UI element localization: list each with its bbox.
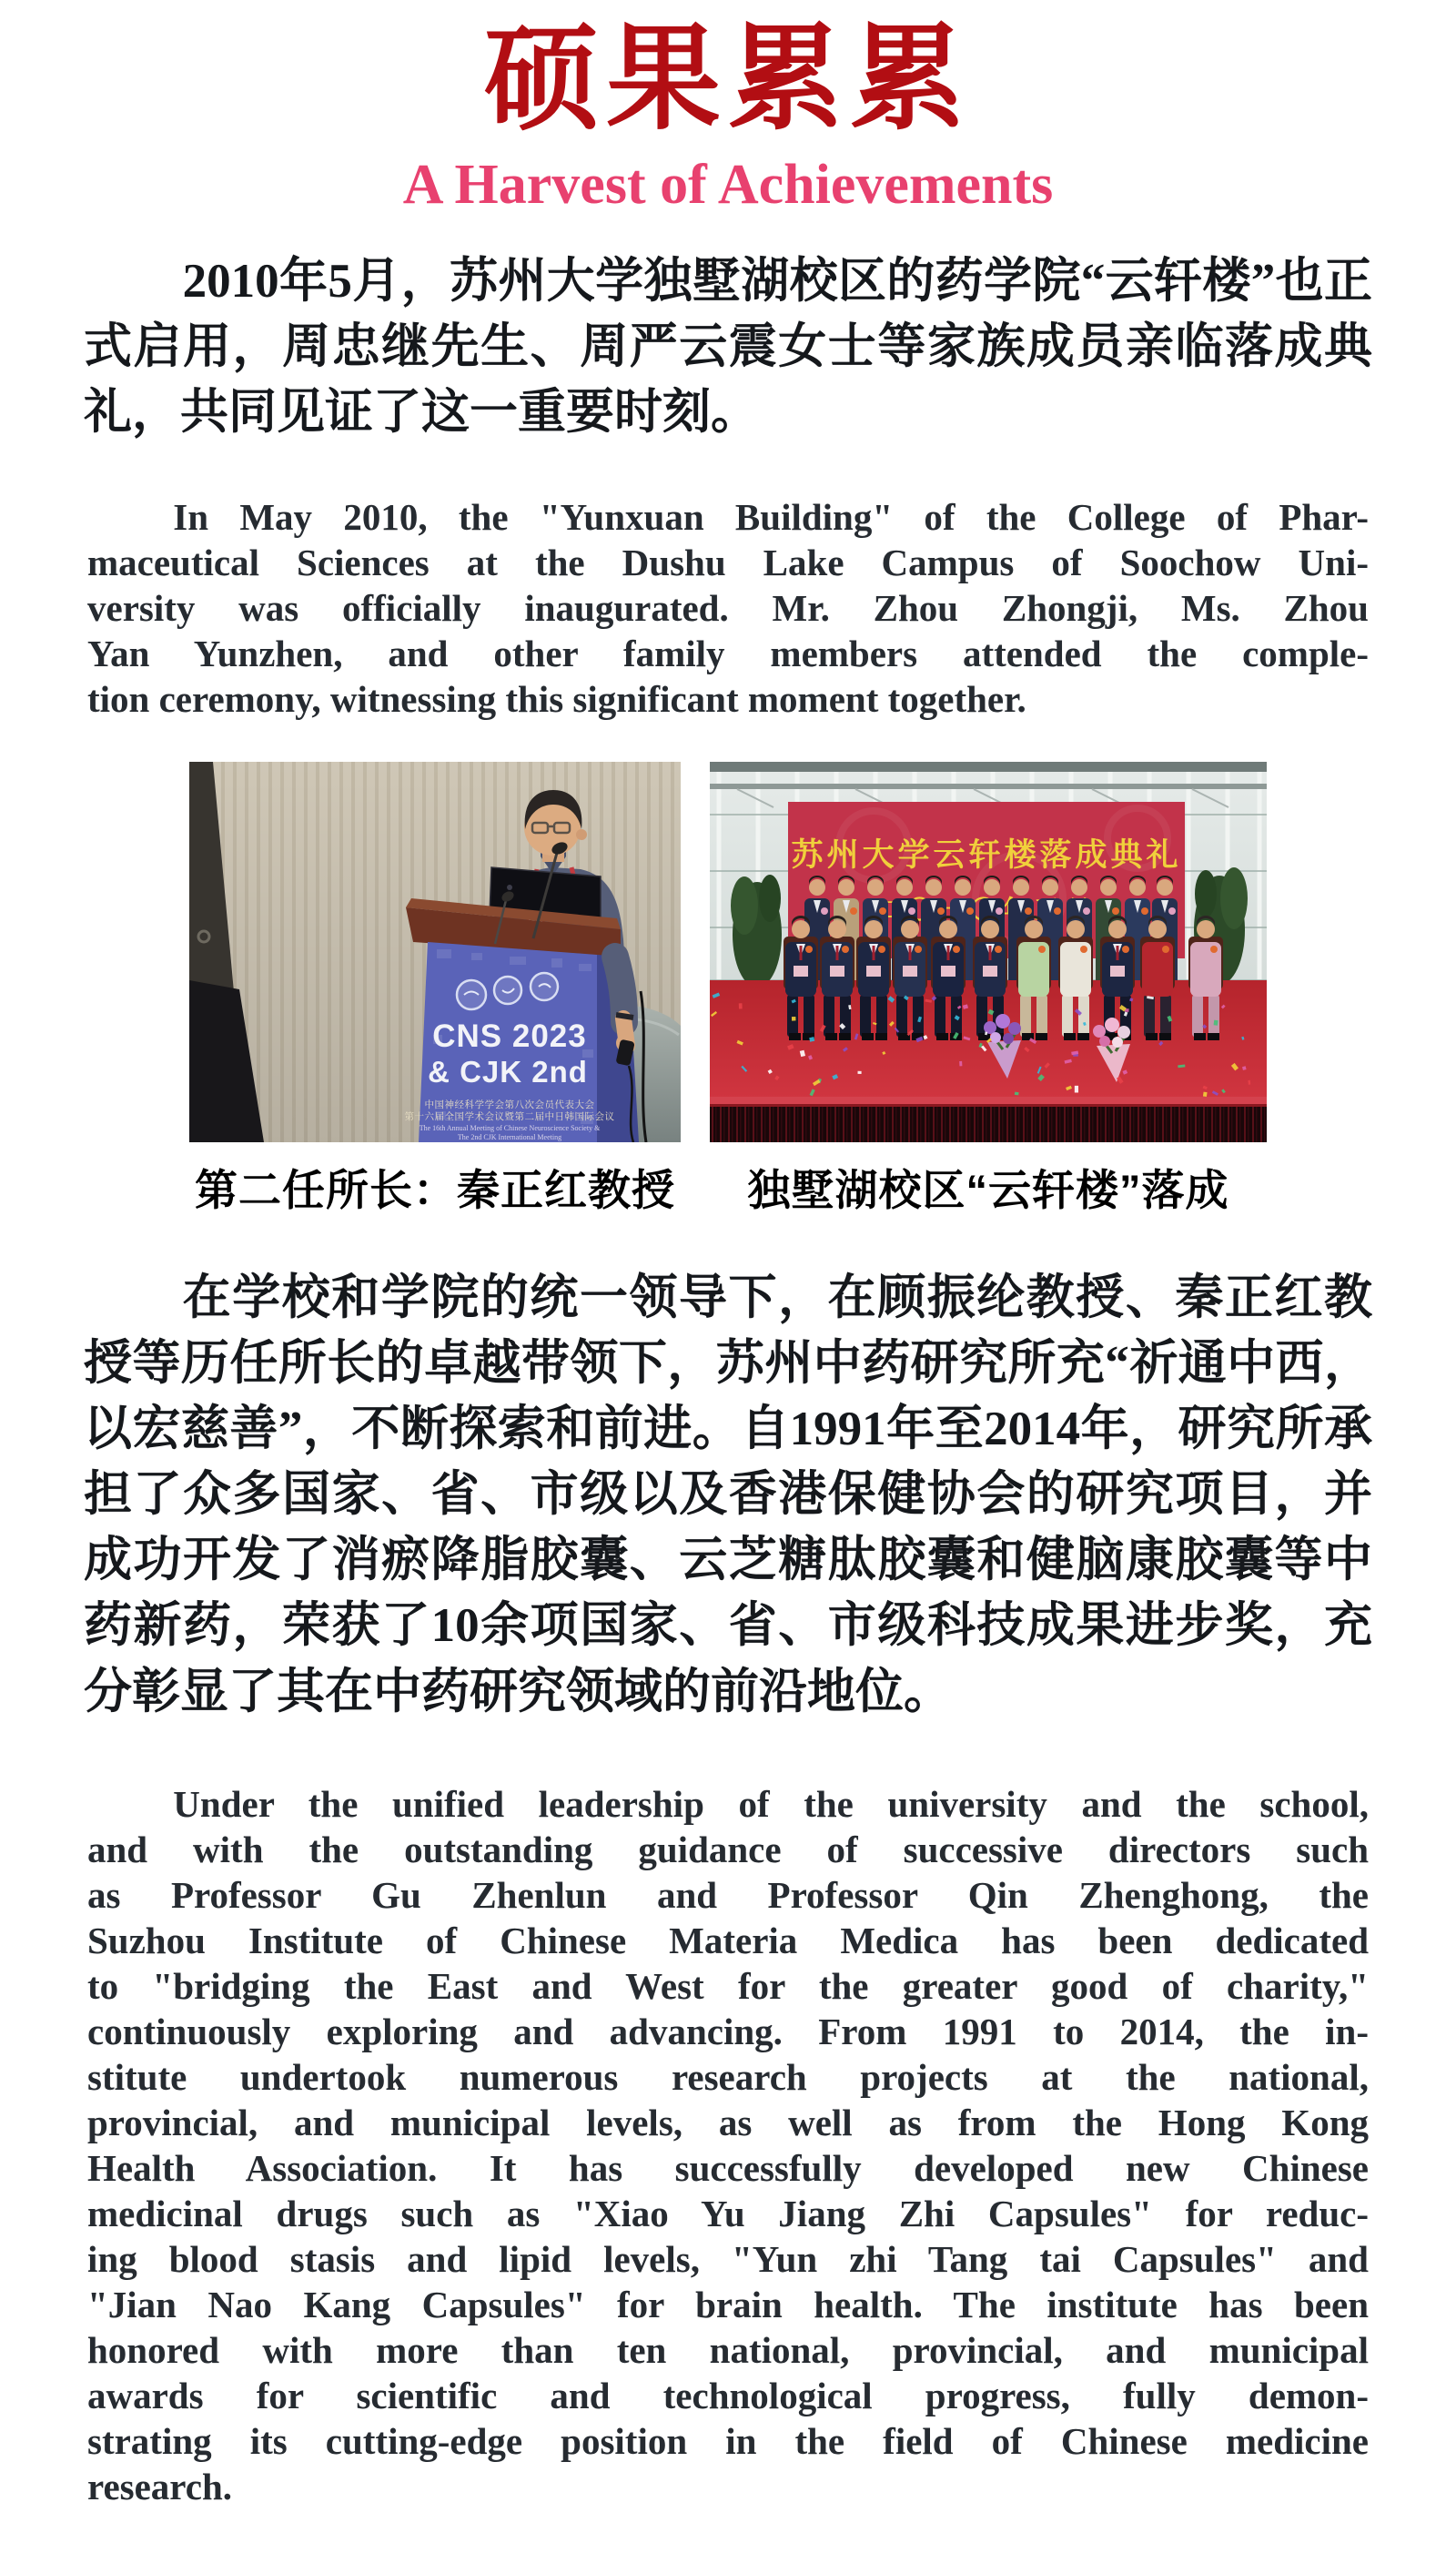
sign-subtitle-en2: The 2nd CJK International Meeting — [457, 1133, 562, 1142]
ear — [576, 829, 587, 840]
sign-subtitle-zh1: 中国神经科学学会第八次会员代表大会 — [424, 1100, 595, 1111]
text-line: Suzhou Institute of Chinese Materia Medica has been dedicated — [87, 1919, 1369, 1961]
text-line: to "bridging the East and West for the greater good of charity," — [87, 1964, 1369, 2007]
text-line: versity was officially inaugurated. Mr. Zhou Zhongji, Ms. Zhou — [87, 587, 1369, 630]
stage-edge-shadow — [710, 1104, 1267, 1107]
text-line: research. — [87, 2465, 233, 2507]
sign-subtitle-en1: The 16th Annual Meeting of Chinese Neuroscience Society & — [419, 1124, 601, 1133]
text-line: awards for scientific and technological progress, fully demon- — [87, 2374, 1369, 2416]
text-line: Under the unified leadership of the university and the school, — [173, 1782, 1369, 1825]
text-line: ing blood stasis and lipid levels, "Yun zhi Tang tai Capsules" and — [87, 2237, 1369, 2280]
photo-row — [0, 762, 1456, 1218]
caption-left: 第二任所长：秦正红教授 — [195, 1166, 675, 1215]
figure-right — [710, 762, 1267, 1218]
page-title-english: A Harvest of Achievements — [402, 153, 1054, 216]
text-line: tion ceremony, witnessing this significant moment together. — [87, 678, 1026, 721]
text-line: maceutical Sciences at the Dushu Lake Campus of Soochow Uni- — [87, 542, 1369, 584]
text-line: strating its cutting-edge position in the field of Chinese medicine — [87, 2419, 1369, 2462]
text-line: and with the outstanding guidance of successive directors such — [87, 1828, 1369, 1870]
sign-subtitle-zh2: 第十六届全国学术会议暨第二届中日韩国际会议 — [404, 1112, 615, 1123]
text-line: "Jian Nao Kang Capsules" for brain health. The institute has been — [87, 2283, 1369, 2325]
photo-yunxuan-ceremony — [710, 762, 1267, 1142]
text-line: medicinal drugs such as "Xiao Yu Jiang Zhi Capsules" for reduc- — [87, 2192, 1369, 2234]
text-line: provincial, and municipal levels, as well as from the Hong Kong — [87, 2101, 1369, 2143]
podium — [405, 898, 640, 1142]
paragraph-chinese-1: 2010年5月，苏州大学独墅湖校区的药学院“云轩楼”也正式启用，周忠继先生、周严云震女士等家族成员亲临落成典礼，共同见证了这一重要时刻。 — [84, 254, 1372, 439]
paragraph-chinese-2: 在学校和学院的统一领导下，在顾振纶教授、秦正红教授等历任所长的卓越带领下，苏州中药研究所充“祈通中西，以宏慈善”，不断探索和前进。自1991年至2014年，研究所承担了众多国家、省、市级以及香港保健协会的研究项目，并成功开发了消瘀降脂胶囊、云芝糖肽胶囊和健脑康胶囊等中药新药，荣获了10余项国家、省、市级科技成果进步奖，充分彰显了其在中药研究领域的前沿地位。 — [84, 1271, 1372, 1718]
wristwatch — [616, 1015, 633, 1018]
text-line: honored with more than ten national, provincial, and municipal — [87, 2328, 1369, 2371]
bottom-margin — [0, 2509, 1456, 2553]
text-line: Health Association. It has successfully developed new Chinese — [87, 2146, 1369, 2189]
banner-line1: 苏州大学云轩楼落成典礼 — [791, 837, 1182, 874]
stage-curtain — [710, 1107, 1267, 1142]
sign-title-line2: & CJK 2nd — [428, 1055, 588, 1089]
text-line: Yan Yunzhen, and other family members attended the comple- — [87, 633, 1369, 675]
caption-right: 独墅湖校区“云轩楼”落成 — [747, 1166, 1229, 1215]
paragraph-english-1 — [87, 494, 1369, 722]
text-line: continuously exploring and advancing. From 1991 to 2014, the in- — [87, 2010, 1369, 2052]
text-line: as Professor Gu Zhenlun and Professor Qin Zhenghong, the — [87, 1873, 1369, 1916]
photo-qin-zhenghong-lecture — [189, 762, 681, 1142]
sign-title-line1: CNS 2023 — [432, 1018, 587, 1055]
paragraph-english-2 — [87, 1781, 1369, 2509]
figure-left — [189, 762, 681, 1218]
text-line: stitute undertook numerous research projects at the national, — [87, 2055, 1369, 2098]
page-title-chinese: 硕果累累 — [484, 17, 972, 144]
text-line: In May 2010, the "Yunxuan Building" of the College of Phar- — [173, 496, 1369, 539]
